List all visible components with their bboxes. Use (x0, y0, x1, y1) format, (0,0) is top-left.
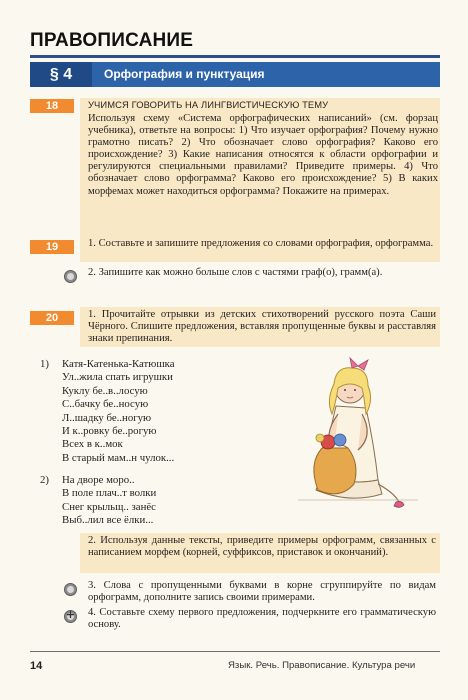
exercise-20-task-4: 4. Составьте схему первого предложения, подчеркните его грамматическую основу. (88, 607, 436, 631)
plus-marker-icon (64, 610, 77, 623)
running-title: Язык. Речь. Правописание. Культура речи (228, 660, 416, 671)
footer-rule (30, 651, 440, 652)
poem-line: В поле плач..т волки (62, 487, 157, 500)
exercise-18-heading: УЧИМСЯ ГОВОРИТЬ НА ЛИНГВИСТИЧЕСКУЮ ТЕМУ (88, 99, 329, 110)
exercise-18-text: Используя схему «Система орфографических написаний» (см. форзац учебника), ответьте на вопросы: 1) Что изучает орфография? Почему нужно грамотно писать? 2) Что обозначает слово орфография? Каково его происхождение? 3) Какие написания относятся к области орфографии и регулируются специальными правилами? Приведите примеры. 4) Что обозначает слово орфограмма? Каково его происхождение? 5) В каких морфемах может находиться орфограмма? Покажите на примерах. (88, 113, 438, 197)
exercise-20-task-1: 1. Прочитайте отрывки из детских стихотворений русского поэта Саши Чёрного. Спишите предложения, вставляя пропущенные буквы и расставляя знаки препинания. (88, 309, 436, 345)
poem-2-number: 2) (40, 474, 49, 486)
poem-line: Куклу бе..в..лосую (62, 384, 148, 397)
poem-line: Выб..лил все ёлки... (62, 514, 154, 527)
poem-line: Л..шадку бе..ногую (62, 411, 152, 424)
exercise-19-task-2: 2. Запишите как можно больше слов с частями граф(о), грамм(а). (88, 267, 383, 278)
poem-line: Снег крыльщ.. занёс (62, 500, 156, 513)
poem-line: Всех в к..мок (62, 438, 123, 451)
chapter-title: ПРАВОПИСАНИЕ (30, 30, 194, 51)
exercise-19-task-1: 1. Составьте и запишите предложения со словами орфография, орфограмма. (88, 238, 434, 249)
girl-with-toys-illustration (278, 344, 428, 510)
exercise-number-18: 18 (30, 99, 74, 113)
poem-line: С..бачку бе..носую (62, 398, 149, 411)
chapter-rule (30, 55, 440, 58)
exercise-number-19: 19 (30, 240, 74, 254)
poem-1-number: 1) (40, 358, 49, 370)
poem-line: На дворе моро.. (62, 474, 135, 486)
page-number: 14 (30, 660, 43, 672)
exercise-number-20: 20 (30, 311, 74, 325)
poem-line: Ул..жила спать игрушки (62, 371, 173, 384)
circle-marker-icon (64, 270, 77, 283)
exercise-20-task-3: 3. Слова с пропущенными буквами в корне сгруппируйте по видам орфограмм, дополните запись своими примерами. (88, 580, 436, 604)
poem-2 (40, 474, 157, 528)
exercise-20-task-2: 2. Используя данные тексты, приведите примеры орфограмм, связанных с написанием морфем (корней, суффиксов, приставок и окончаний). (88, 535, 436, 559)
poem-line: В старый мам..н чулок... (62, 451, 175, 464)
paragraph-number: § 4 (30, 62, 92, 87)
circle-marker-icon (64, 583, 77, 596)
poem-1 (40, 358, 175, 465)
poem-line: И к..ровку бе..рогую (62, 425, 157, 438)
paragraph-title: Орфография и пунктуация (104, 67, 265, 81)
poem-line: Катя-Катенька-Катюшка (62, 358, 175, 370)
